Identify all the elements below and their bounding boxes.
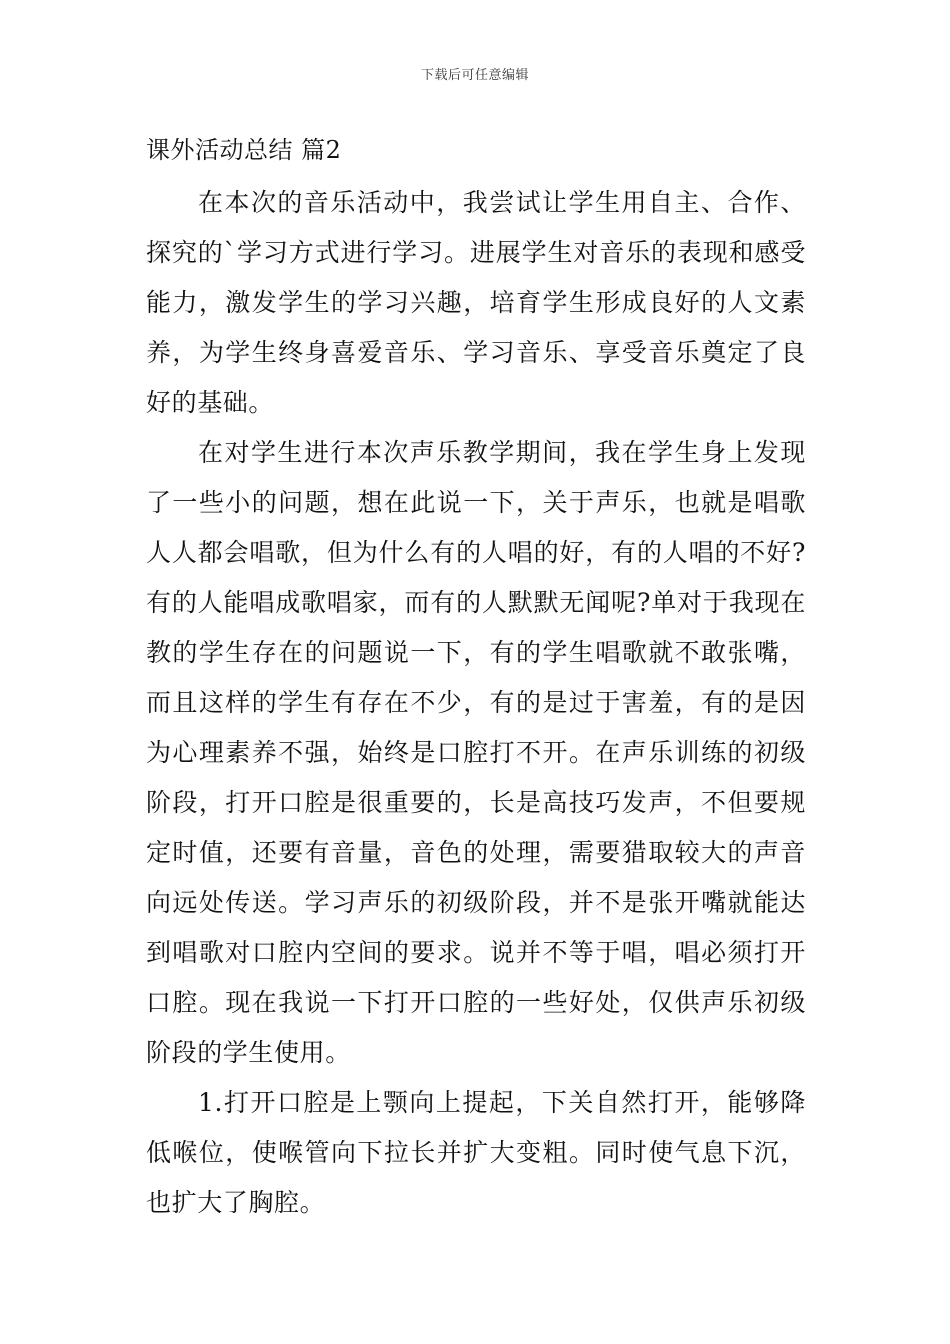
document-body [146,178,806,1228]
document-title: 课外活动总结 篇2 [146,136,342,164]
paragraph-3: 1.打开口腔是上颚向上提起，下关自然打开，能够降低喉位，使喉管向下拉长并扩大变粗。同时使气息下沉，也扩大了胸腔。 [146,1088,806,1217]
paragraph-2: 在对学生进行本次声乐教学期间，我在学生身上发现了一些小的问题，想在此说一下，关于声乐，也就是唱歌人人都会唱歌，但为什么有的人唱的好，有的人唱的不好?有的人能唱成歌唱家，而有的人默默无闻呢?单对于我现在教的学生存在的问题说一下，有的学生唱歌就不敢张嘴，而且这样的学生有存在不少，有的是过于害羞，有的是因为心理素养不强，始终是口腔打不开。在声乐训练的初级阶段，打开口腔是很重要的，长是高技巧发声，不但要规定时值，还要有音量，音色的处理，需要猎取较大的声音向远处传送。学习声乐的初级阶段，并不是张开嘴就能达到唱歌对口腔内空间的要求。说并不等于唱，唱必须打开口腔。现在我说一下打开口腔的一些好处，仅供声乐初级阶段的学生使用。 [146,438,806,1067]
paragraph-1: 在本次的音乐活动中，我尝试让学生用自主、合作、探究的`学习方式进行学习。进展学生对音乐的表现和感受能力，激发学生的学习兴趣，培育学生形成良好的人文素养，为学生终身喜爱音乐、学习音乐、享受音乐奠定了良好的基础。 [146,188,806,417]
header-note: 下载后可任意编辑 [420,68,529,83]
